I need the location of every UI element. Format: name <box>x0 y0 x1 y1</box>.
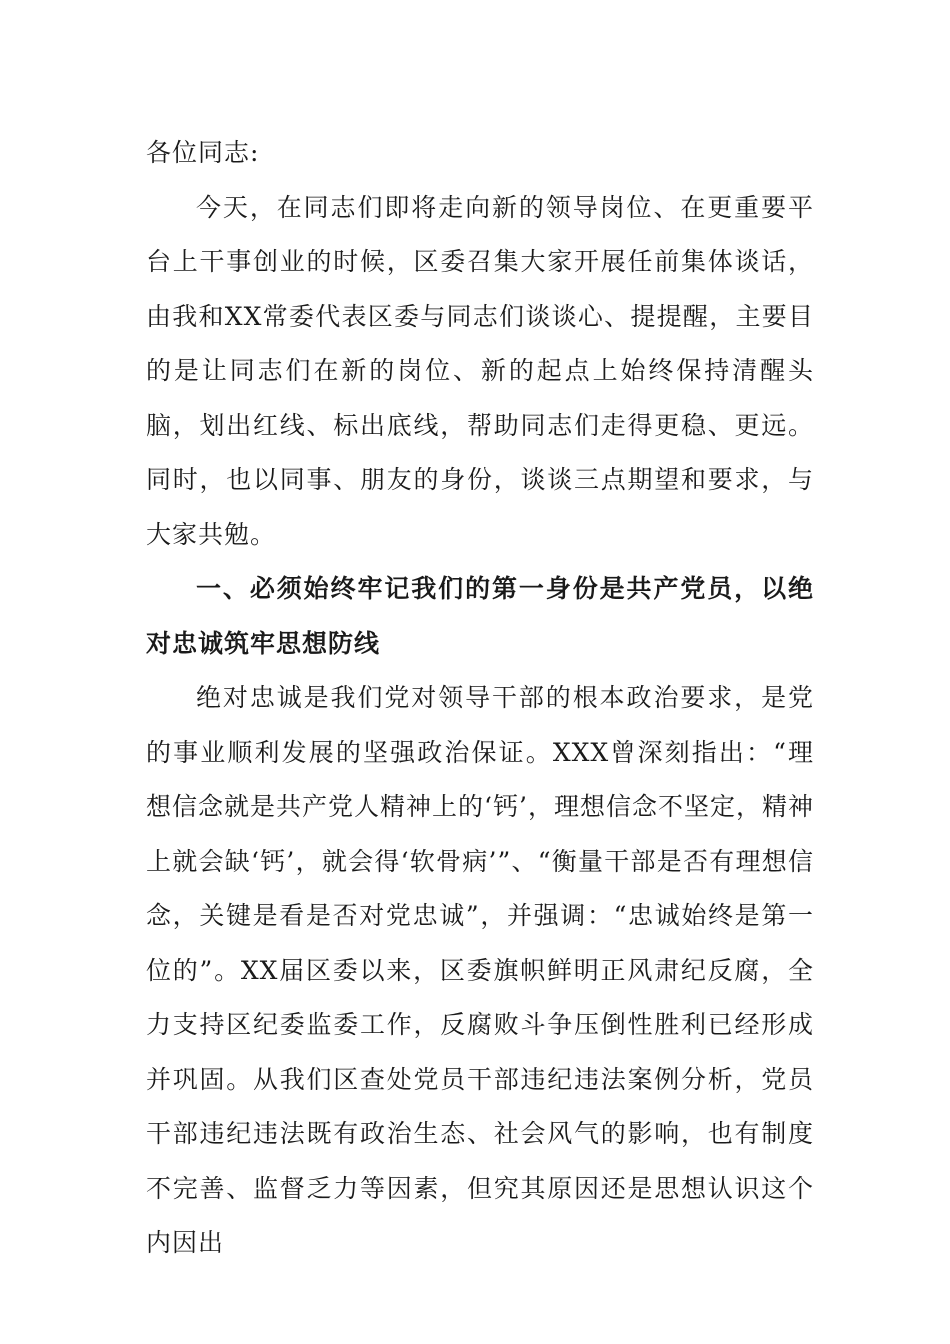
section-1-heading: 一、必须始终牢记我们的第一身份是共产党员，以绝对忠诚筑牢思想防线 <box>146 574 814 658</box>
document-body <box>146 126 814 1271</box>
opening-paragraph: 今天，在同志们即将走向新的领导岗位、在更重要平台上干事创业的时候，区委召集大家开展任前集体谈话，由我和XX常委代表区委与同志们谈谈心、提提醒，主要目的是让同志们在新的岗位、新的起点上始终保持清醒头脑，划出红线、标出底线，帮助同志们走得更稳、更远。同时，也以同事、朋友的身份，谈谈三点期望和要求，与大家共勉。 <box>146 192 814 549</box>
section-1-body: 绝对忠诚是我们党对领导干部的根本政治要求，是党的事业顺利发展的坚强政治保证。XXX曾深刻指出：“理想信念就是共产党人精神上的‘钙’，理想信念不坚定，精神上就会缺‘钙’，就会得‘软骨病’”、“衡量干部是否有理想信念，关键是看是否对党忠诚”，并强调：“忠诚始终是第一位的”。XX届区委以来，区委旗帜鲜明正风肃纪反腐，全力支持区纪委监委工作，反腐败斗争压倒性胜利已经形成并巩固。从我们区查处党员干部违纪违法案例分析，党员干部违纪违法既有政治生态、社会风气的影响，也有制度不完善、监督乏力等因素，但究其原因还是思想认识这个内因出 <box>146 683 814 1257</box>
salutation: 各位同志: <box>146 138 260 167</box>
